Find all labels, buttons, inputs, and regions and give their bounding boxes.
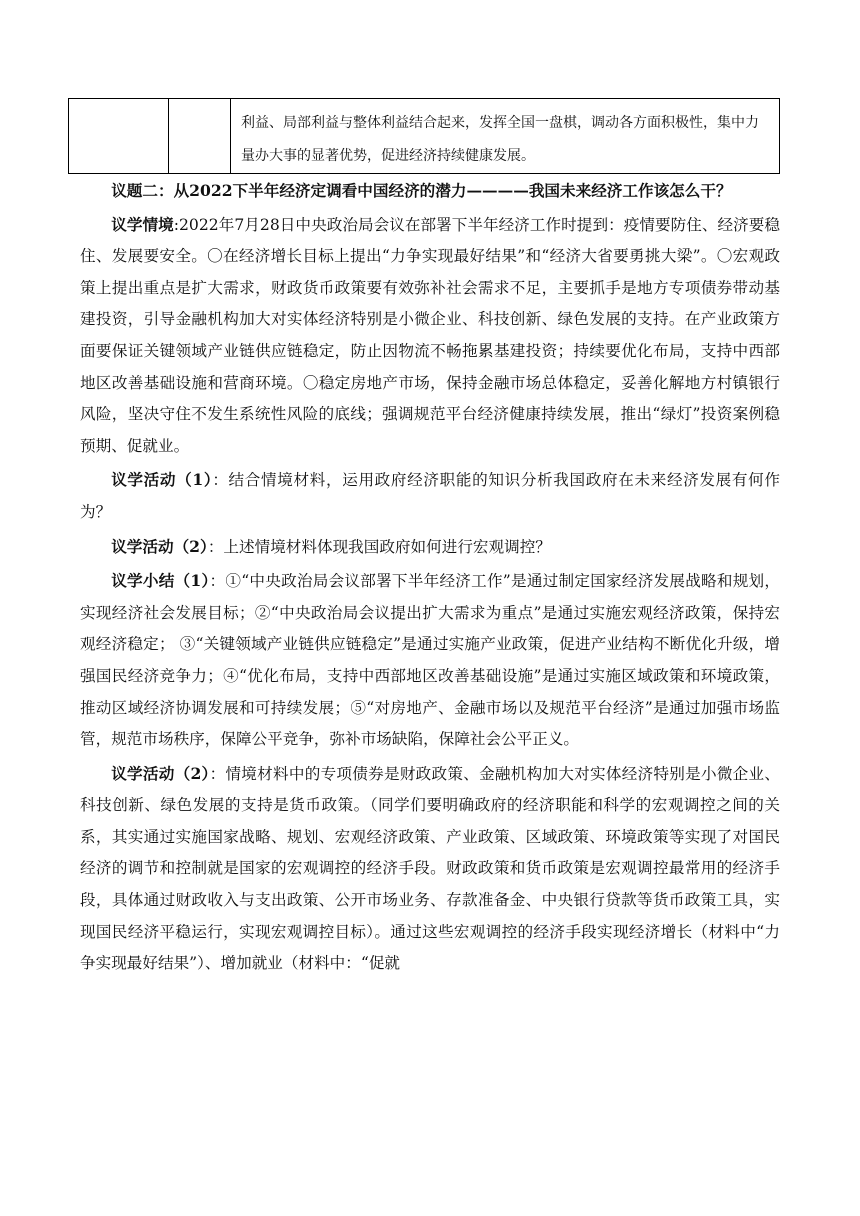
activity-1-text: ：结合情境材料，运用政府经济职能的知识分析我国政府在未来经济发展有何作为？ (80, 471, 780, 521)
table-cell-empty-2 (169, 99, 231, 173)
table-cell-empty-1 (69, 99, 169, 173)
topic-heading: 议题二：从2022下半年经济定调看中国经济的潜力————我国未来经济工作该怎么干？ (111, 181, 732, 200)
document-body (80, 175, 780, 982)
activity-2b-label: 议学活动（2） (111, 763, 210, 783)
summary-1-label: 议学小结（1） (111, 571, 210, 591)
activity-2b-text: ：情境材料中的专项债券是财政政策、金融机构加大对实体经济特别是小微企业、科技创新、绿色发展的支持是货币政策。（同学们要明确政府的经济职能和科学的宏观调控之间的关系，其实通过实施国家战略、规划、宏观经济政策、产业政策、区域政策、环境政策等实现了对国民经济的调节和控制就是国家的宏观调控的经济手段。财政政策和货币政策是宏观调控最常用的经济手段，具体通过财政收入与支出政策、公开市场业务、存款准备金、中央银行贷款等货币政策工具，实现国民经济平稳运行，实现宏观调控目标）。通过这些宏观调控的经济手段实现经济增长（材料中“力争实现最好结果”）、增加就业（材料中：“促就 (80, 764, 780, 973)
situation-text: :2022年7月28日中央政治局会议在部署下半年经济工作时提到：疫情要防住、经济要稳住、发展要安全。〇在经济增长目标上提出“力争实现最好结果”和“经济大省要勇挑大梁”。〇宏观政策上提出重点是扩大需求，财政货币政策要有效弥补社会需求不足，主要抓手是地方专项债券带动基建投资，引导金融机构加大对实体经济特别是小微企业、科技创新、绿色发展的支持。在产业政策方面要保证关键领域产业链供应链稳定，防止因物流不畅拖累基建投资；持续要优化布局，支持中西部地区改善基础设施和营商环境。〇稳定房地产市场，保持金融市场总体稳定，妥善化解地方村镇银行风险，坚决守住不发生系统性风险的底线；强调规范平台经济健康持续发展，推出“绿灯”投资案例稳预期、促就业。 (80, 215, 780, 455)
activity-1-label: 议学活动（1） (111, 470, 213, 490)
summary-1-text: ：①“中央政治局会议部署下半年经济工作”是通过制定国家经济发展战略和规划，实现经济社会发展目标；②“中央政治局会议提出扩大需求为重点”是通过实施宏观经济政策，保持宏观经济稳定； ③“关键领域产业链供应链稳定”是通过实施产业政策，促进产业结构不断优化升级，增强国民经济竞争力；④“优化布局，支持中西部地区改善基础设施”是通过实施区域政策和环境政策，推动区域经济协调发展和可持续发展；⑤“对房地产、金融市场以及规范平台经济”是通过加强市场监管，规范市场秩序，保障公平竞争，弥补市场缺陷，保障社会公平正义。 (80, 572, 780, 749)
activity-2-paragraph (80, 531, 780, 564)
activity-2-label: 议学活动（2） (111, 536, 208, 556)
continuation-table (68, 98, 780, 174)
summary-1-paragraph (80, 565, 780, 756)
situation-label: 议学情境 (111, 214, 174, 234)
activity-2-text: ：上述情境材料体现我国政府如何进行宏观调控？ (207, 537, 551, 556)
activity-2b-paragraph (80, 758, 780, 980)
table-cell-text: 利益、局部利益与整体利益结合起来，发挥全国一盘棋，调动各方面积极性，集中力量办大事的显著优势，促进经济持续健康发展。 (241, 115, 759, 164)
situation-paragraph (80, 209, 780, 463)
activity-1-paragraph (80, 464, 780, 528)
